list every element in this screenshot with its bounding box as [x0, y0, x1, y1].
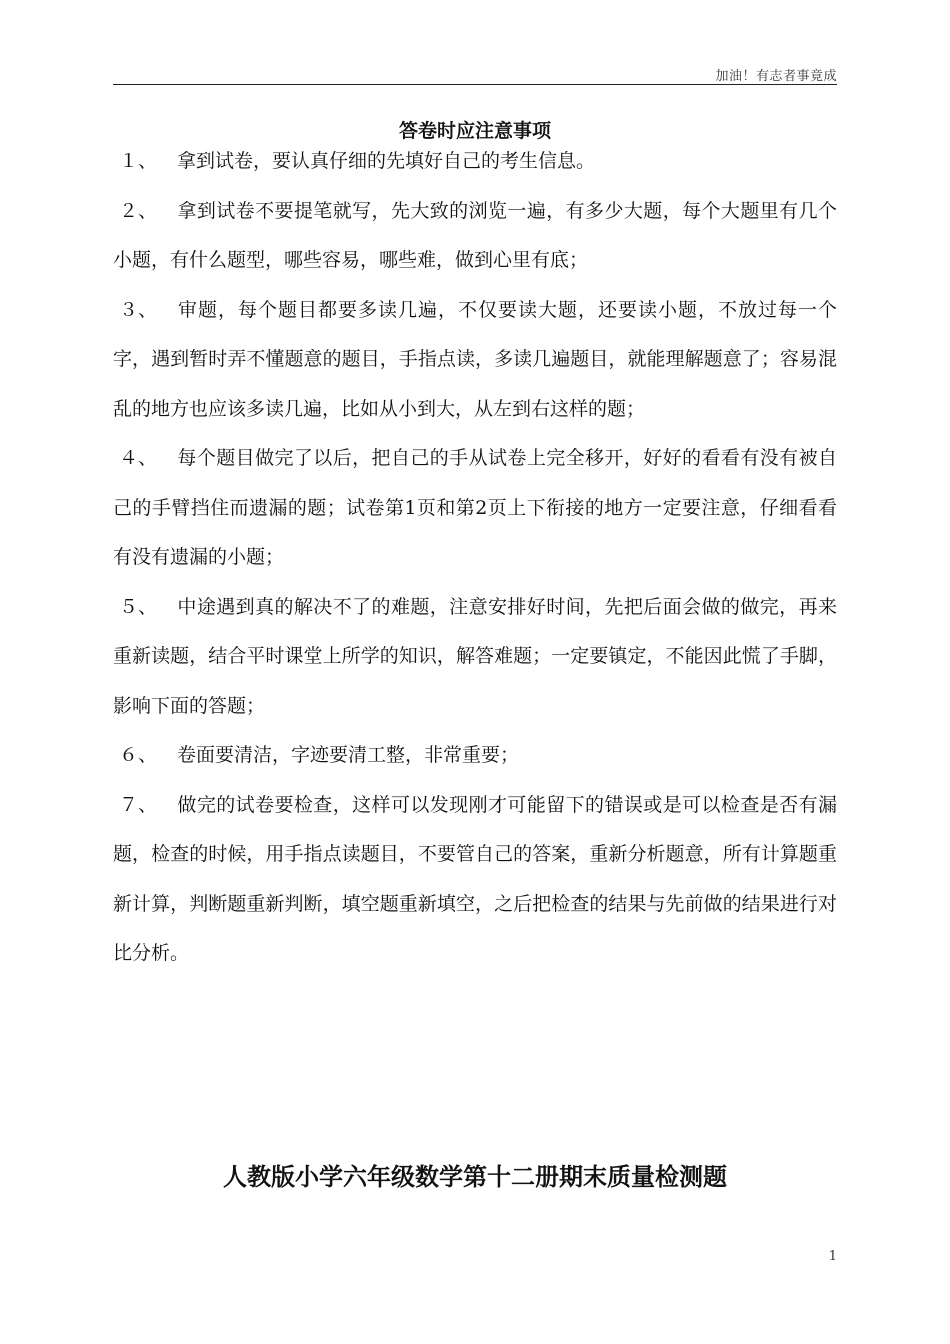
exam-title: 人教版小学六年级数学第十二册期末质量检测题: [223, 1163, 727, 1191]
notice-title: 答卷时应注意事项: [398, 120, 551, 142]
item-text: 中途遇到真的解决不了的难题，注意安排好时间，先把后面会做的做完，再来重新读题，结合平时课堂上所学的知识，解答难题；一定要镇定，不能因此慌了手脚，影响下面的答题；: [113, 595, 837, 717]
header-divider: [113, 84, 837, 85]
item-number: ３、: [119, 298, 158, 321]
item-text: 每个题目做完了以后，把自己的手从试卷上完全移开，好好的看看有没有被自己的手臂挡住而遗漏的题；试卷第1页和第2页上下衔接的地方一定要注意，仔细看看有没有遗漏的小题；: [113, 447, 837, 568]
header-motto: 加油！有志者事竟成: [715, 69, 837, 84]
notice-item-2: [113, 187, 837, 286]
notice-list: [113, 137, 837, 979]
item-number: ７、: [119, 793, 158, 816]
page-number: 1: [828, 1249, 837, 1264]
item-text: 拿到试卷，要认真仔细的先填好自己的考生信息。: [177, 150, 596, 172]
item-number: ６、: [119, 744, 158, 766]
item-text: 卷面要清洁，字迹要清工整，非常重要；: [177, 744, 520, 766]
item-number: ２、: [119, 199, 158, 222]
notice-item-4: [113, 434, 837, 583]
item-text: 做完的试卷要检查，这样可以发现刚才可能留下的错误或是可以检查是否有漏题，检查的时候，用手指点读题目，不要管自己的答案，重新分析题意，所有计算题重新计算，判断题重新判断，填空题重新填空，之后把检查的结果与先前做的结果进行对比分析。: [113, 793, 837, 964]
notice-item-5: [113, 583, 837, 732]
notice-item-1: [113, 137, 837, 187]
notice-item-7: [113, 781, 837, 979]
notice-item-6: [113, 731, 837, 781]
item-number: ４、: [119, 447, 158, 469]
item-text: 拿到试卷不要提笔就写，先大致的浏览一遍，有多少大题，每个大题里有几个小题，有什么题型，哪些容易，哪些难，做到心里有底；: [113, 199, 837, 271]
item-number: ５、: [119, 595, 158, 618]
notice-item-3: [113, 286, 837, 435]
item-number: １、: [119, 150, 158, 172]
item-text: 审题，每个题目都要多读几遍，不仅要读大题，还要读小题，不放过每一个字，遇到暂时弄不懂题意的题目，手指点读，多读几遍题目，就能理解题意了；容易混乱的地方也应该多读几遍，比如从小到大，从左到右这样的题；: [113, 298, 837, 420]
